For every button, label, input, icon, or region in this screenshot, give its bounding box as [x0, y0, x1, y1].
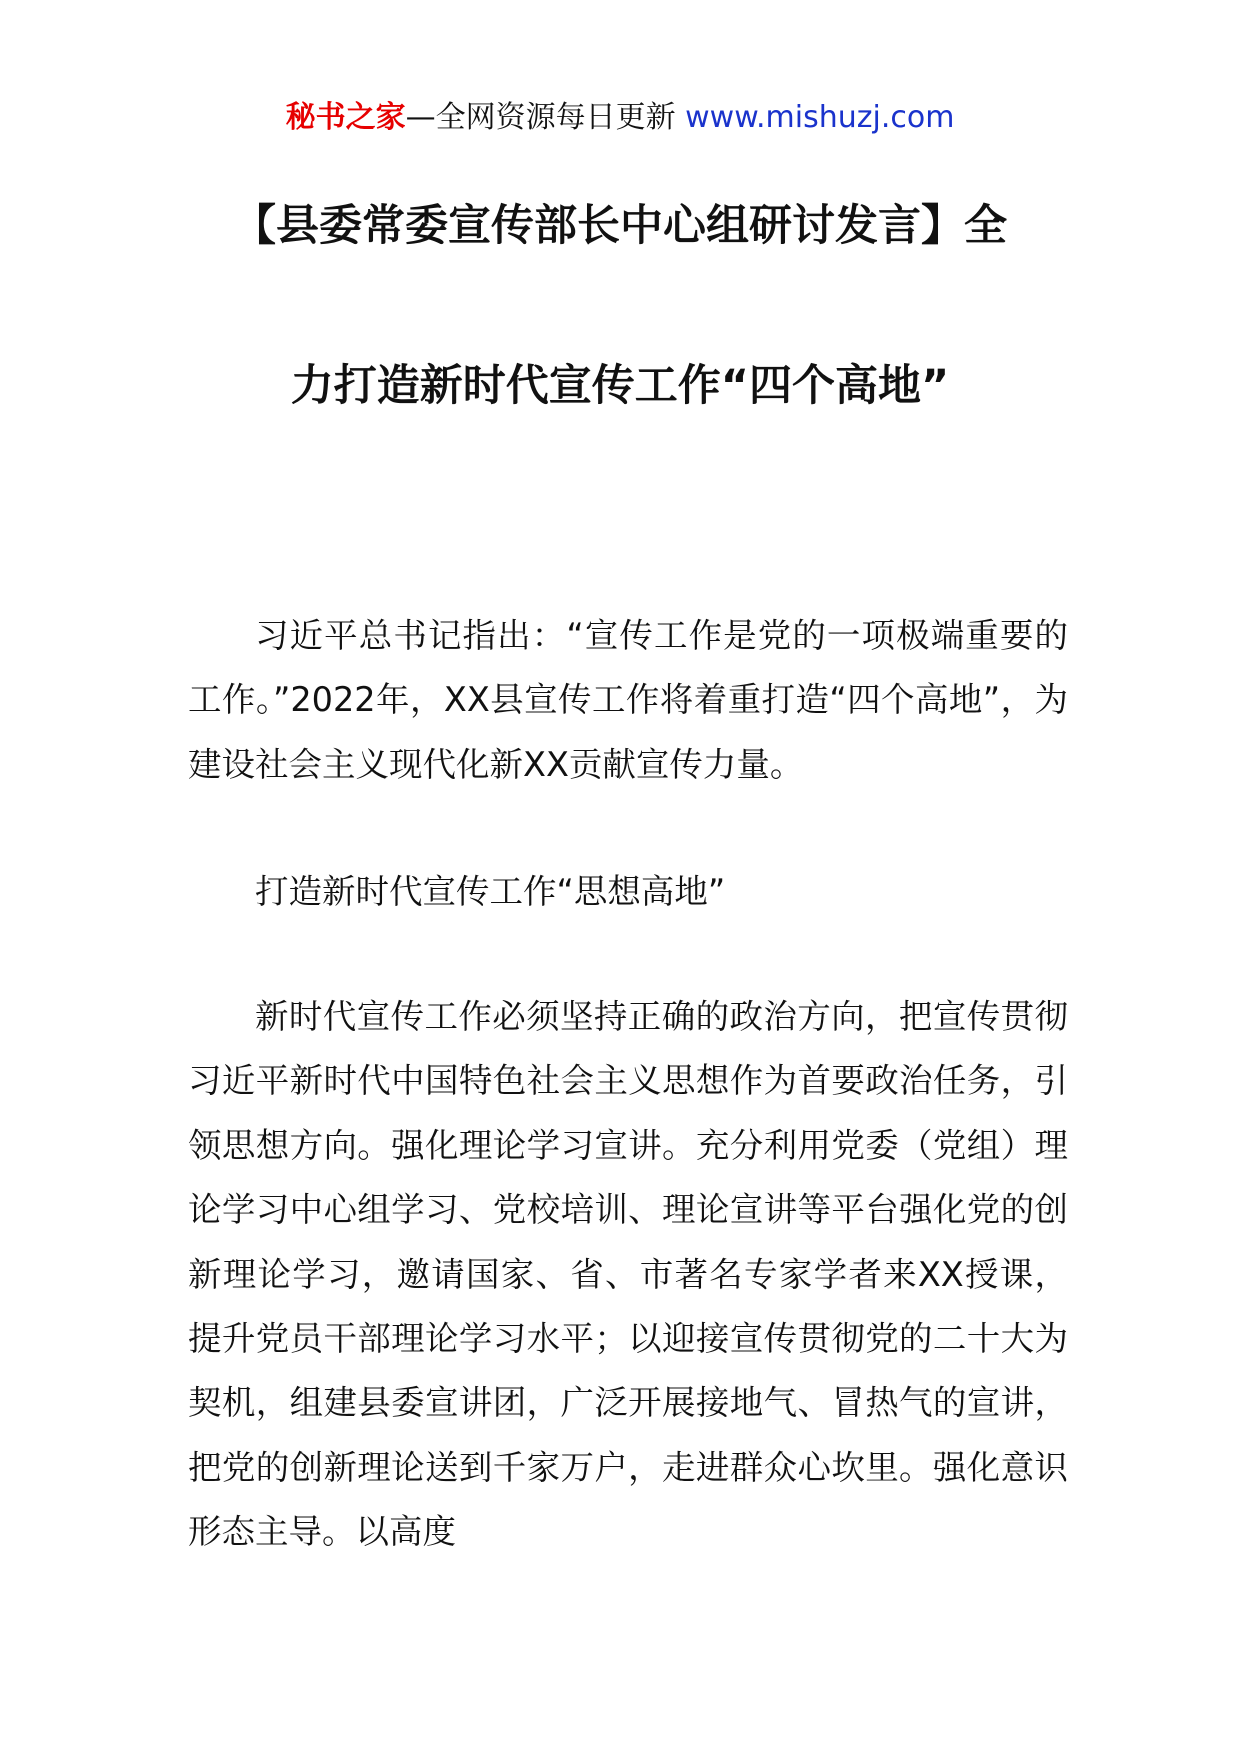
document-title-line-1: 【县委常委宣传部长中心组研讨发言】全: [233, 201, 1007, 251]
site-brand: 秘书之家: [285, 100, 406, 135]
site-url-link[interactable]: www.mishuzj.com: [685, 100, 955, 135]
section-heading-thought-highland: 打造新时代宣传工作“思想高地”: [255, 872, 726, 911]
site-header: [0, 98, 1240, 138]
document-title-line-2: 力打造新时代宣传工作“四个高地”: [290, 361, 950, 411]
site-tagline: —全网资源每日更新: [405, 100, 686, 135]
body-paragraph-thought-highland: 新时代宣传工作必须坚持正确的政治方向，把宣传贯彻习近平新时代中国特色社会主义思想作为首要政治任务，引领思想方向。强化理论学习宣讲。充分利用党委（党组）理论学习中心组学习、党校培训、理论宣讲等平台强化党的创新理论学习，邀请国家、省、市著名专家学者来XX授课，提升党员干部理论学习水平；以迎接宣传贯彻党的二十大为契机，组建县委宣讲团，广泛开展接地气、冒热气的宣讲，把党的创新理论送到千家万户，走进群众心坎里。强化意识形态主导。以高度: [188, 997, 1068, 1552]
body-paragraph-intro: 习近平总书记指出：“宣传工作是党的一项极端重要的工作。”2022年，XX县宣传工作将着重打造“四个高地”，为建设社会主义现代化新XX贡献宣传力量。: [188, 616, 1068, 784]
